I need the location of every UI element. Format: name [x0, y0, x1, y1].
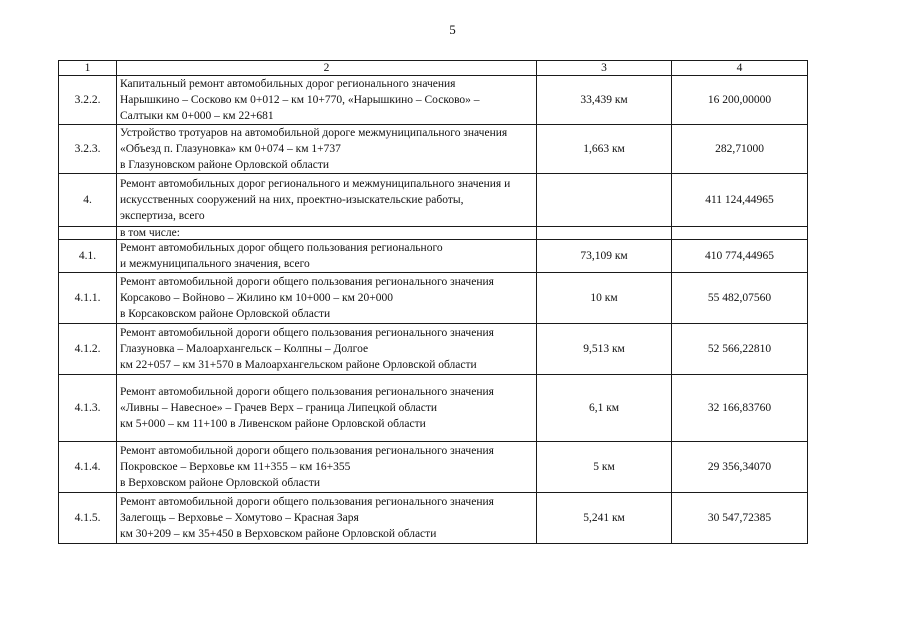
description-line: Ремонт автомобильной дороги общего пользования регионального значения [120, 276, 494, 288]
table-row [59, 174, 808, 227]
table-header-row [59, 61, 808, 76]
page-number: 5 [449, 22, 456, 37]
header-col-3: 3 [537, 61, 672, 76]
description-line: «Объезд п. Глазуновка» км 0+074 – км 1+737 [120, 143, 341, 155]
row-number: 3.2.2. [59, 76, 117, 125]
description-line: Ремонт автомобильной дороги общего пользования регионального значения [120, 445, 494, 457]
row-length: 33,439 км [537, 76, 672, 125]
description-line: Ремонт автомобильной дороги общего пользования регионального значения [120, 496, 494, 508]
row-amount: 52 566,22810 [672, 324, 808, 375]
description-line: Ремонт автомобильных дорог регионального и межмуниципального значения и [120, 178, 511, 190]
row-number: 4.1.1. [59, 273, 117, 324]
table-row [59, 324, 808, 375]
row-description [117, 375, 537, 442]
table-row [59, 493, 808, 544]
description-line: и межмуниципального значения, всего [120, 258, 310, 270]
row-number: 4.1.4. [59, 442, 117, 493]
description-line: экспертиза, всего [120, 210, 205, 222]
row-length: 1,663 км [537, 125, 672, 174]
description-line: Глазуновка – Малоархангельск – Колпны – Долгое [120, 343, 369, 355]
row-amount: 29 356,34070 [672, 442, 808, 493]
description-line: в Корсаковском районе Орловской области [120, 308, 331, 320]
description-line: Покровское – Верховье км 11+355 – км 16+355 [120, 461, 351, 473]
row-length: 6,1 км [537, 375, 672, 442]
table-row [59, 125, 808, 174]
row-length: 5 км [537, 442, 672, 493]
table-row [59, 375, 808, 442]
row-amount: 16 200,00000 [672, 76, 808, 125]
description-line: Салтыки км 0+000 – км 22+681 [120, 110, 274, 122]
row-number: 4.1.2. [59, 324, 117, 375]
row-amount: 32 166,83760 [672, 375, 808, 442]
row-description [117, 76, 537, 125]
row-length: 73,109 км [537, 240, 672, 273]
road-works-table [58, 60, 808, 544]
row-number: 4.1. [59, 240, 117, 273]
table-row [59, 240, 808, 273]
description-line: Капитальный ремонт автомобильных дорог регионального значения [120, 78, 456, 90]
row-number: 4.1.5. [59, 493, 117, 544]
description-line: Корсаково – Войново – Жилино км 10+000 – км 20+000 [120, 292, 393, 304]
description-line: Ремонт автомобильной дороги общего пользования регионального значения [120, 327, 494, 339]
row-amount: 411 124,44965 [672, 174, 808, 227]
row-number: 3.2.3. [59, 125, 117, 174]
header-col-1: 1 [59, 61, 117, 76]
description-line: Ремонт автомобильной дороги общего пользования регионального значения [120, 386, 494, 398]
table-row [59, 442, 808, 493]
description-line: «Ливны – Навесное» – Грачев Верх – граница Липецкой области [120, 402, 438, 414]
header-col-2: 2 [117, 61, 537, 76]
table-row [59, 76, 808, 125]
row-description [117, 174, 537, 227]
description-line: искусственных сооружений на них, проектно-изыскательские работы, [120, 194, 464, 206]
row-description [117, 273, 537, 324]
header-col-4: 4 [672, 61, 808, 76]
row-description [117, 227, 537, 240]
row-length [537, 174, 672, 227]
description-line: Залегощь – Верховье – Хомутово – Красная Заря [120, 512, 359, 524]
row-amount [672, 227, 808, 240]
description-line: Нарышкино – Сосково км 0+012 – км 10+770, «Нарышкино – Сосково» – [120, 94, 480, 106]
row-amount: 30 547,72385 [672, 493, 808, 544]
row-description [117, 442, 537, 493]
row-amount: 410 774,44965 [672, 240, 808, 273]
description-line: в том числе: [120, 227, 180, 239]
description-line: км 22+057 – км 31+570 в Малоархангельском районе Орловской области [120, 359, 477, 371]
row-length [537, 227, 672, 240]
row-length: 5,241 км [537, 493, 672, 544]
row-description [117, 324, 537, 375]
description-line: Устройство тротуаров на автомобильной дороге межмуниципального значения [120, 127, 508, 139]
table-row [59, 273, 808, 324]
row-description [117, 125, 537, 174]
row-amount: 55 482,07560 [672, 273, 808, 324]
row-description [117, 493, 537, 544]
description-line: в Глазуновском районе Орловской области [120, 159, 330, 171]
row-number [59, 227, 117, 240]
table-row [59, 227, 808, 240]
row-length: 10 км [537, 273, 672, 324]
row-number: 4. [59, 174, 117, 227]
description-line: Ремонт автомобильных дорог общего пользования регионального [120, 242, 443, 254]
description-line: км 5+000 – км 11+100 в Ливенском районе Орловской области [120, 418, 426, 430]
row-description [117, 240, 537, 273]
row-length: 9,513 км [537, 324, 672, 375]
description-line: км 30+209 – км 35+450 в Верховском районе Орловской области [120, 528, 437, 540]
description-line: в Верховском районе Орловской области [120, 477, 321, 489]
row-amount: 282,71000 [672, 125, 808, 174]
row-number: 4.1.3. [59, 375, 117, 442]
